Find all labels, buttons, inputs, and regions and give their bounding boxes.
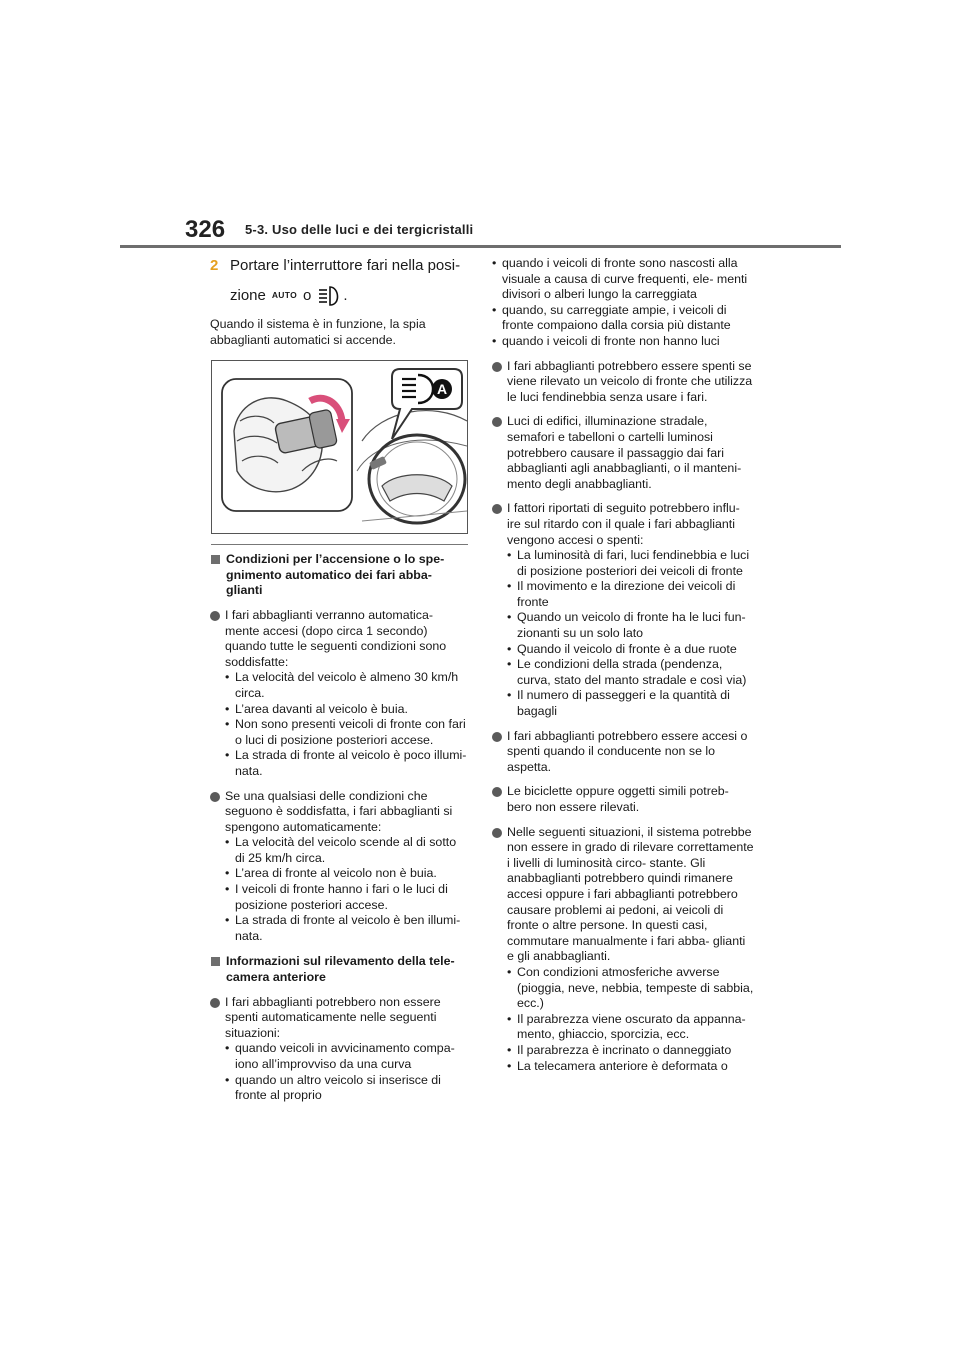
step-number: 2 bbox=[210, 257, 219, 274]
bullet-dot-icon bbox=[492, 504, 502, 514]
list-item: • Le condizioni della strada (pendenza, curva, stato del manto stradale e così via) bbox=[507, 657, 754, 688]
paragraph: I fari abbaglianti potrebbero non essere spenti automaticamente nelle seguenti situazioni: • quando veicoli in avvicinamento compa- iono all’improvviso da una curva • quando un altro veicolo si inserisce di fronte al proprio bbox=[210, 995, 468, 1104]
paragraph: I fattori riportati di seguito potrebbero influ- ire sul ritardo con il quale i fari abbaglianti vengono accesi o spenti: • La luminosità di fari, luci fendinebbia e luci di posizione posteriori dei veicoli di fronte • Il movimento e la direzione dei veicoli di fronte • Quando un veicolo di fronte ha le luci fun- zionanti su un solo lato • Quando il veicolo di fronte è a due ruote • Le condizioni della strada (pendenza, curva, stato del manto stradale e così via) • Il numero di passeggeri e la quantità di bagagli bbox=[492, 501, 754, 719]
list-item: • Il parabrezza viene oscurato da appanna- mento, ghiaccio, sporcizia, ecc. bbox=[507, 1012, 754, 1043]
continued-list bbox=[492, 256, 754, 350]
list-item: • quando un altro veicolo si inserisce di fronte al proprio bbox=[225, 1073, 468, 1104]
bullet-dot-icon bbox=[210, 998, 220, 1008]
auto-icon: AUTO bbox=[271, 290, 297, 301]
list-item: • I veicoli di fronte hanno i fari o le luci di posizione posteriori accese. bbox=[225, 882, 468, 913]
heading-square-icon bbox=[211, 957, 220, 966]
list-item: • La telecamera anteriore è deformata o bbox=[507, 1059, 754, 1075]
paragraph: Se una qualsiasi delle condizioni che seguono è soddisfatta, i fari abbaglianti si spengono automaticamente: • La velocità del veicolo scende al di sotto di 25 km/h circa. • L’area di fronte al veicolo non è buia. • I veicoli di fronte hanno i fari o le luci di posizione posteriori accese. • La strada di fronte al veicolo è ben illumi- nata. bbox=[210, 789, 468, 945]
paragraph: I fari abbaglianti potrebbero essere spenti se viene rilevato un veicolo di fronte che utilizza le luci fendinebbia senza usare i fari. bbox=[492, 359, 754, 406]
bullet-dot-icon bbox=[210, 611, 220, 621]
step-prefix: zione bbox=[230, 287, 266, 305]
step-connector: o bbox=[303, 287, 312, 305]
list-item: • quando i veicoli di fronte sono nascosti alla visuale a causa di curve frequenti, ele- menti divisori o alberi lungo la carreggiata bbox=[492, 256, 754, 303]
list-item: • Quando un veicolo di fronte ha le luci fun- zionanti su un solo lato bbox=[507, 610, 754, 641]
right-column bbox=[492, 256, 754, 1074]
bullet-dot-icon bbox=[210, 792, 220, 802]
list-item: • quando i veicoli di fronte non hanno luci bbox=[492, 334, 754, 350]
step-note: Quando il sistema è in funzione, la spia abbaglianti automatici si accende. bbox=[210, 317, 426, 347]
paragraph: Le biciclette oppure oggetti simili potreb- bero non essere rilevati. bbox=[492, 784, 754, 815]
section-heading-2: Informazioni sul rilevamento della tele- camera anteriore bbox=[210, 954, 468, 985]
paragraph: Luci di edifici, illuminazione stradale, semafori e tabelloni o cartelli luminosi potrebbero causare il passaggio dai fari abbaglianti agli anabbaglianti, o il manteni- mento degli anabbaglianti. bbox=[492, 414, 754, 492]
bullet-dot-icon bbox=[492, 417, 502, 427]
bullet-dot-icon bbox=[492, 732, 502, 742]
list-item: • La strada di fronte al veicolo è poco illumi- nata. bbox=[225, 748, 468, 779]
list-item: • Non sono presenti veicoli di fronte con fari o luci di posizione posteriori accese. bbox=[225, 717, 468, 748]
list-item: • La luminosità di fari, luci fendinebbia e luci di posizione posteriori dei veicoli di fronte bbox=[507, 548, 754, 579]
figure-rule bbox=[211, 544, 468, 545]
list-item: • Il movimento e la direzione dei veicoli di fronte bbox=[507, 579, 754, 610]
step-line-2 bbox=[230, 284, 468, 308]
bullet-dot-icon bbox=[492, 787, 502, 797]
icon-letter: A bbox=[436, 381, 448, 398]
headlight-icon bbox=[317, 285, 343, 307]
step-instruction bbox=[210, 256, 468, 276]
list-item: • La velocità del veicolo scende al di sotto di 25 km/h circa. bbox=[225, 835, 468, 866]
section-heading-1: Condizioni per l’accensione o lo spe- gnimento automatico dei fari abba- glianti bbox=[210, 552, 468, 599]
list-item: • La strada di fronte al veicolo è ben illumi- nata. bbox=[225, 913, 468, 944]
bullet-dot-icon bbox=[492, 828, 502, 838]
list-item: • Il numero di passeggeri e la quantità di bagagli bbox=[507, 688, 754, 719]
list-item: • Quando il veicolo di fronte è a due ruote bbox=[507, 642, 754, 658]
page-number: 326 bbox=[185, 216, 226, 243]
paragraph: I fari abbaglianti verranno automatica- mente accesi (dopo circa 1 secondo) quando tutte le seguenti condizioni sono soddisfatte: • La velocità del veicolo è almeno 30 km/h circa. • L’area davanti al veicolo è buia. • Non sono presenti veicoli di fronte con fari o luci di posizione posteriori accese. • La strada di fronte al veicolo è poco illumi- nata. bbox=[210, 608, 468, 780]
paragraph: I fari abbaglianti potrebbero essere accesi o spenti quando il conducente non se lo aspetta. bbox=[492, 729, 754, 776]
headlight-switch-figure bbox=[211, 360, 468, 534]
list-item: • L’area di fronte al veicolo non è buia. bbox=[225, 866, 468, 882]
step-period: . bbox=[343, 287, 348, 305]
heading-square-icon bbox=[211, 555, 220, 564]
paragraph: Nelle seguenti situazioni, il sistema potrebbe non essere in grado di rilevare correttamente i livelli di luminosità circo- stante. Gli anabbaglianti potrebbero quindi rimanere accesi oppure i fari abbaglianti potrebbero causare problemi ai pedoni, ai veicoli di fronte o altre persone. In questi casi, commutare manualmente i fari abba- glianti e gli anabbaglianti. • Con condizioni atmosferiche avverse (pioggia, neve, nebbia, tempeste di sabbia, ecc.) • Il parabrezza viene oscurato da appanna- mento, ghiaccio, sporcizia, ecc. • Il parabrezza è incrinato o danneggiato • La telecamera anteriore è deformata o bbox=[492, 825, 754, 1075]
step-text: Portare l’interruttore fari nella posi- bbox=[230, 257, 461, 274]
bullet-dot-icon bbox=[492, 362, 502, 372]
list-item: • La velocità del veicolo è almeno 30 km/h circa. bbox=[225, 670, 468, 701]
list-item: • quando veicoli in avvicinamento compa- iono all’improvviso da una curva bbox=[225, 1041, 468, 1072]
left-column bbox=[210, 256, 468, 1104]
list-item: • Con condizioni atmosferiche avverse (pioggia, neve, nebbia, tempeste di sabbia, ecc.) bbox=[507, 965, 754, 1012]
section-title: 5-3. Uso delle luci e dei tergicristalli bbox=[245, 222, 474, 237]
list-item: • Il parabrezza è incrinato o danneggiato bbox=[507, 1043, 754, 1059]
header-rule bbox=[120, 245, 841, 248]
list-item: • L’area davanti al veicolo è buia. bbox=[225, 702, 468, 718]
list-item: • quando, su carreggiate ampie, i veicoli di fronte compaiono dalla corsia più distante bbox=[492, 303, 754, 334]
